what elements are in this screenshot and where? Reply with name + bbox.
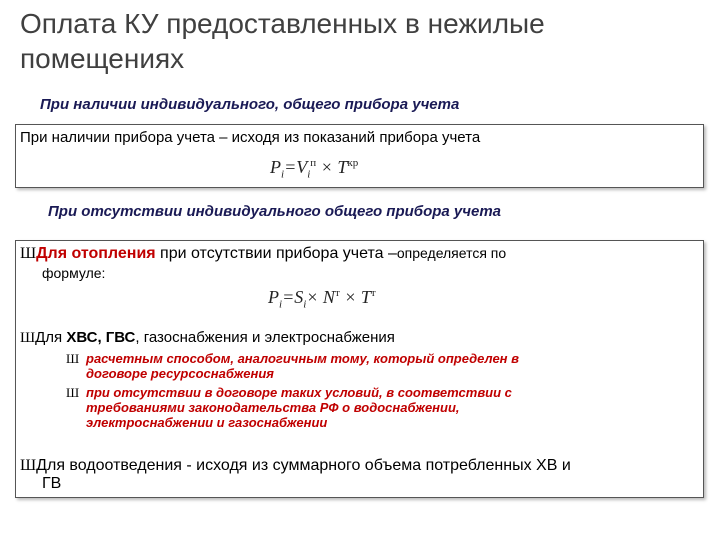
- hvs-gvs-item: ШДля ХВС, ГВС, газоснабжения и электроснабжения: [20, 329, 395, 346]
- section2-subhead: При отсутствии индивидуального общего прибора учета: [48, 203, 502, 220]
- subitem-1: расчетным способом, аналогичным тому, который определен в договоре ресурсоснабжения: [86, 351, 519, 381]
- section1-subhead: При наличии индивидуального, общего прибора учета: [40, 96, 460, 113]
- sub-bullet-marker: Ш: [66, 351, 80, 366]
- drainage-item-cont: ГВ: [42, 475, 62, 492]
- sub-bullet-marker: Ш: [66, 385, 80, 400]
- metered-text: При наличии прибора учета – исходя из показаний прибора учета: [20, 129, 481, 146]
- drainage-item: ШДля водоотведения - исходя из суммарного объема потребленных ХВ и: [20, 457, 571, 474]
- bullet-marker: Ш: [20, 245, 37, 262]
- page-title: Оплата КУ предоставленных в нежилые помещениях: [20, 8, 545, 74]
- metered-formula: $P_i=V_i^п \times T^{кр}$: [270, 157, 359, 181]
- metered-box: [15, 124, 704, 188]
- subitem-2: при отсутствии в договоре таких условий, в соответствии с требованиями законодательства РФ о водоснабжении, электроснабжении и газоснабжении: [86, 385, 512, 430]
- heating-item: ШДля отопления при отсутствии прибора учета –определяется по: [20, 245, 507, 262]
- heating-formula: $P_i=S_i\times N^т \times T^т$: [268, 287, 376, 311]
- unmetered-box: [15, 240, 704, 498]
- heating-item-cont: формуле:: [42, 265, 106, 281]
